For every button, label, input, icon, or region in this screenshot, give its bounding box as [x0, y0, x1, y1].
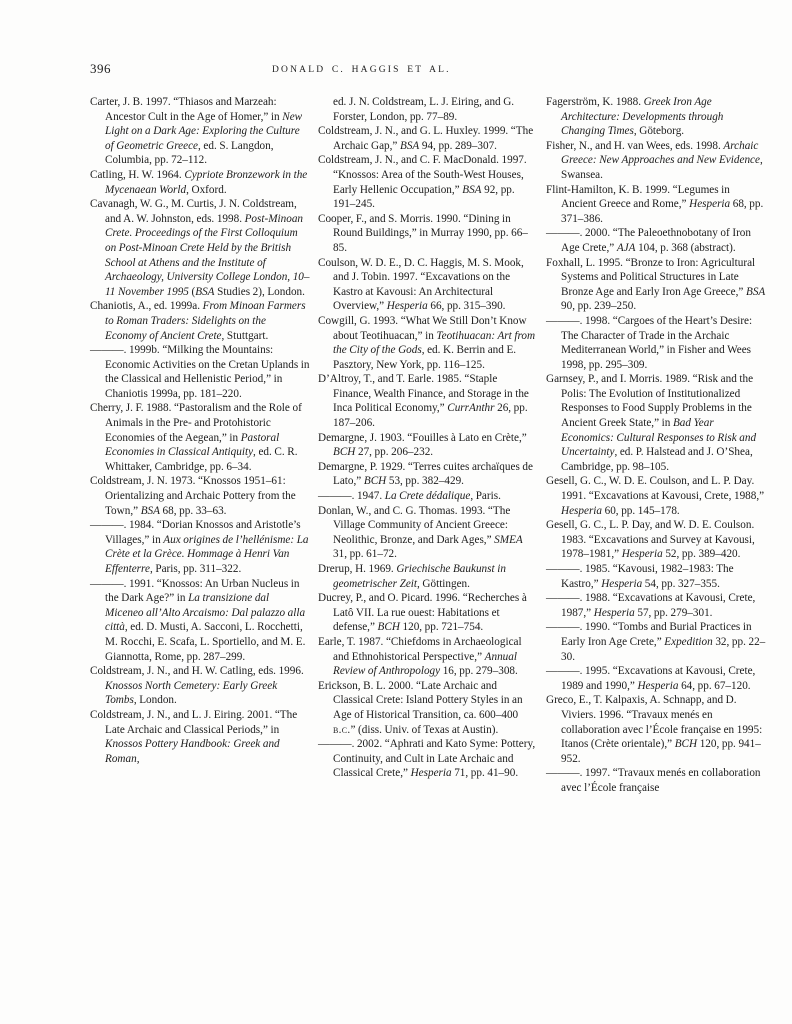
bibliography-entry [90, 197, 310, 299]
entry-title-italic: Teotihuacan: Art from the City of the Gods [333, 329, 536, 357]
entry-title-italic: Knossos North Cemetery: Early Greek Tombs [105, 679, 278, 707]
entry-title-italic: CurrAnthr [447, 402, 495, 415]
entry-text: ———. 1985. “Kavousi, 1982–1983: The Kastro,” [546, 563, 734, 590]
bibliography-entry [318, 431, 538, 460]
bibliography-entry [90, 577, 310, 665]
bib-column [90, 95, 310, 796]
entry-title-italic: BSA [745, 285, 766, 298]
entry-text: , Göttingen. [417, 577, 470, 590]
entry-text: Carter, J. B. 1997. “Thiasos and Marzeah: Ancestor Cult in the Age of Homer,” in [90, 96, 283, 123]
entry-title-italic: Hesperia [601, 577, 643, 590]
page-number: 396 [90, 61, 111, 76]
entry-text: ( [188, 285, 196, 298]
entry-text: , Paris, pp. 311–322. [149, 563, 242, 575]
entry-text: Catling, H. W. 1964. [90, 168, 185, 181]
bibliography-entry [318, 489, 538, 504]
entry-title-italic: BSA [400, 139, 420, 152]
entry-text: Drerup, H. 1969. [318, 563, 397, 575]
entry-text: Earle, T. 1987. “Chiefdoms in Archaeological and Ethnohistorical Perspective,” [318, 635, 522, 663]
entry-text: 53, pp. 382–429. [386, 475, 464, 488]
entry-text: ———. 1990. “Tombs and Burial Practices in Early Iron Age Crete,” [546, 621, 752, 648]
entry-text: , ed. D. Musti, A. Sacconi, L. Rocchetti, M. Rocchi, E. Scafa, L. Sportiello, and M. E. Giannotta, Rome, pp. 287–299. [105, 621, 306, 663]
bibliography-entry [546, 372, 766, 474]
bibliography-entry [318, 737, 538, 781]
bibliography-entry [546, 95, 766, 139]
entry-text: 68, pp. 33–63. [159, 504, 227, 517]
entry-text: ———. 2002. “Aphrati and Kato Syme: Pottery, Continuity, and Cult in Late Archaic and Classical Crete,” [318, 738, 536, 780]
bibliography-entry [546, 693, 766, 766]
entry-text: 120, pp. 721–754. [399, 621, 484, 634]
bibliography-entry [90, 708, 310, 766]
entry-text: Cooper, F., and S. Morris. 1990. “Dining in Round Buildings,” in Murray 1990, pp. 66–85. [318, 212, 528, 254]
entry-text: ———. 1991. “Knossos: An Urban Nucleus in the Dark Age?” in [90, 577, 300, 605]
entry-title-italic: La Crete dédalique [384, 490, 471, 503]
entry-text: , ed. S. Langdon, Columbia, pp. 72–112. [105, 139, 274, 167]
entry-text: 32, pp. 22–30. [561, 635, 766, 663]
entry-title-italic: Pastoral Economies in Classical Antiquity [105, 431, 280, 459]
entry-text: ———. 1997. “Travaux menés en collaboration avec l’École française [546, 767, 761, 794]
entry-title-italic: Aux origines de l’hellénisme: La Crète et la Grèce. Hommage à Henri Van Effenterre [105, 533, 309, 575]
bibliography-entry [318, 95, 538, 124]
entry-text: , London. [133, 694, 177, 707]
bibliography-entry [546, 474, 766, 518]
entry-text: ———. 1999b. “Milking the Mountains: Economic Activities on the Cretan Uplands in the Classical and Hellenistic Period,” in Chaniotis 1999a, pp. 181–220. [90, 344, 310, 400]
bibliography-entry [90, 474, 310, 518]
entry-text: Donlan, W., and C. G. Thomas. 1993. “The Village Community of Ancient Greece: Neolithic, Bronze, and Dark Ages,” [318, 504, 511, 546]
bibliography-entry [90, 299, 310, 343]
bibliography-entry [546, 620, 766, 664]
entry-title-italic: Archaic Greece: New Approaches and New Evidence [561, 139, 760, 167]
entry-title-italic: Expedition [664, 635, 713, 648]
entry-title-italic: Hesperia [689, 198, 731, 211]
entry-text: ed. J. N. Coldstream, L. J. Eiring, and G. Forster, London, pp. 77–89. [333, 96, 515, 123]
entry-text: , ed. P. Halstead and J. O’Shea, Cambridge, pp. 98–105. [561, 446, 753, 473]
entry-title-italic: Bad Year Economics: Cultural Responses to Risk and Uncertainty [561, 417, 757, 459]
entry-text: 68, pp. 371–386. [561, 198, 764, 225]
entry-title-italic: AJA [616, 241, 636, 254]
entry-text: 26, pp. 187–206. [333, 402, 528, 430]
entry-text: Coldstream, J. N., and G. L. Huxley. 1999. “The Archaic Gap,” [318, 125, 534, 152]
entry-text: Cavanagh, W. G., M. Curtis, J. N. Coldstream, and A. W. Johnston, eds. 1998. [90, 198, 297, 225]
entry-text: ———. 1947. [318, 490, 385, 503]
bibliography-entry [318, 212, 538, 256]
entry-text: Gesell, G. C., W. D. E. Coulson, and L. P. Day. 1991. “Excavations at Kavousi, Crete, 1988,” [546, 475, 765, 503]
entry-text: Coldstream, J. N., and H. W. Catling, eds. 1996. [90, 665, 304, 678]
bibliography-entry [318, 460, 538, 489]
entry-text: ———. 1998. “Cargoes of the Heart’s Desire: The Character of Trade in the Archaic Mediterranean World,” in Fisher and Wees 1998, pp. 295–309. [546, 314, 753, 371]
entry-title-italic: Hesperia [637, 679, 679, 692]
entry-text: Coldstream, J. N., and C. F. MacDonald. 1997. “Knossos: Area of the South-West Houses, Early Hellenic Occupation,” [318, 154, 527, 196]
entry-text: Chaniotis, A., ed. 1999a. [90, 300, 203, 313]
entry-text: 92, pp. 191–245. [333, 183, 515, 211]
bibliography-entry [318, 679, 538, 737]
entry-text: ———. 1988. “Excavations at Kavousi, Crete, 1987,” [546, 592, 756, 619]
bibliography-entry [546, 518, 766, 562]
entry-text: ———. 1984. “Dorian Knossos and Aristotle’s Villages,” in [90, 519, 301, 546]
entry-text: 64, pp. 67–120. [678, 679, 751, 692]
bibliography-entry [90, 664, 310, 708]
entry-text: Cherry, J. F. 1988. “Pastoralism and the Role of Animals in the Pre- and Protohistoric Economies of the Aegean,” in [90, 402, 302, 444]
bibliography-entry [546, 766, 766, 795]
bib-column [546, 95, 766, 796]
entry-text: Fisher, N., and H. van Wees, eds. 1998. [546, 139, 724, 152]
entry-text: Foxhall, L. 1995. “Bronze to Iron: Agricultural Systems and Political Structures in Late Bronze Age and Early Iron Age Greece,” [546, 256, 756, 298]
entry-text: Flint-Hamilton, K. B. 1999. “Legumes in Ancient Greece and Rome,” [546, 183, 730, 211]
entry-text: 52, pp. 389–420. [662, 548, 741, 561]
entry-text: , Göteborg. [633, 125, 685, 138]
entry-text: Demargne, J. 1903. “Fouilles à Lato en Crète,” [318, 431, 527, 444]
entry-text: Coldstream, J. N., and L. J. Eiring. 2001. “The Late Archaic and Classical Periods,” in [90, 708, 298, 736]
entry-title-italic: Cypriote Bronzework in the Mycenaean World [105, 168, 308, 196]
entry-title-italic: BCH [674, 738, 698, 751]
entry-text: Erickson, B. L. 2000. “Late Archaic and Classical Crete: Island Pottery Styles in an Age of Historical Transition, ca. 600–400 [318, 679, 523, 721]
entry-title-italic: Hesperia [561, 504, 603, 517]
bibliography-entry [546, 591, 766, 620]
bibliography-entry [318, 635, 538, 679]
entry-title-italic: BCH [363, 475, 387, 488]
entry-text: , Stuttgart. [221, 329, 269, 342]
entry-text: Coldstream, J. N. 1973. “Knossos 1951–61: Orientalizing and Archaic Pottery from the Town,” [90, 475, 296, 517]
bibliography-entry [318, 314, 538, 372]
bibliography-entry [318, 153, 538, 211]
bibliography-entry [318, 562, 538, 591]
entry-text: b.c. [333, 723, 351, 736]
entry-text: , Swansea. [561, 154, 763, 181]
entry-title-italic: BCH [333, 446, 356, 459]
entry-title-italic: BSA [462, 183, 482, 196]
bibliography-entry [318, 372, 538, 430]
bibliography-entry [90, 168, 310, 197]
bibliography-entry [546, 562, 766, 591]
entry-title-italic: SMEA [494, 533, 523, 546]
entry-text: 94, pp. 289–307. [419, 139, 497, 152]
bibliography-entry [546, 664, 766, 693]
bibliography-entry [90, 95, 310, 168]
entry-title-italic: BSA [195, 285, 215, 298]
entry-text: 104, p. 368 (abstract). [635, 241, 736, 254]
running-head: DONALD C. HAGGIS ET AL. [272, 65, 451, 75]
entry-title-italic: Hesperia [386, 300, 428, 313]
entry-title-italic: From Minoan Farmers to Roman Traders: Sidelights on the Economy of Ancient Crete [105, 300, 306, 342]
bibliography-entry [90, 518, 310, 576]
entry-text: Demargne, P. 1929. “Terres cuites archaïques de Lato,” [318, 460, 533, 488]
entry-text: , Paris. [470, 490, 501, 503]
entry-text: Gesell, G. C., L. P. Day, and W. D. E. Coulson. 1983. “Excavations and Survey at Kavousi, 1978–1981,” [546, 519, 755, 561]
entry-title-italic: Post-Minoan Crete. Proceedings of the First Colloquium on Post-Minoan Crete Held by the British School at Athens and the Institute of Archaeology, University College London, 10–11 November 1995 [105, 212, 310, 298]
bibliography-entry [546, 314, 766, 372]
entry-title-italic: BCH [377, 621, 400, 634]
entry-text: 66, pp. 315–390. [427, 300, 506, 313]
bibliography-entry [546, 183, 766, 227]
entry-text: ———. 1995. “Excavations at Kavousi, Crete, 1989 and 1990,” [546, 665, 756, 692]
entry-text: , ed. C. R. Whittaker, Cambridge, pp. 6–34. [105, 446, 298, 473]
entry-text: Coulson, W. D. E., D. C. Haggis, M. S. Mook, and J. Tobin. 1997. “Excavations on the Kastro at Kavousi: An Architectural Overview,” [318, 256, 524, 313]
entry-title-italic: Annual Review of Anthropology [333, 650, 517, 678]
bibliography-entry [318, 591, 538, 635]
entry-title-italic: Greek Iron Age Architecture: Developments through Changing Times [561, 96, 724, 138]
entry-text: Cowgill, G. 1993. “What We Still Don’t Know about Teotihuacan,” in [318, 314, 527, 342]
entry-text: 90, pp. 239–250. [561, 300, 637, 313]
entry-title-italic: Griechische Baukunst in geometrischer Zeit [333, 563, 506, 590]
bibliography-entry [90, 343, 310, 401]
entry-text: Studies 2), London. [214, 285, 305, 298]
entry-title-italic: Hesperia [621, 548, 663, 561]
entry-text: D’Altroy, T., and T. Earle. 1985. “Staple Finance, Wealth Finance, and Storage in the Inca Political Economy,” [318, 373, 529, 415]
entry-text: Ducrey, P., and O. Picard. 1996. “Recherches à Latô VII. La rue ouest: Habitations et defense,” [318, 592, 527, 634]
entry-title-italic: New Light on a Dark Age: Exploring the Culture of Geometric Greece [105, 110, 303, 152]
bibliography-entry [546, 139, 766, 183]
entry-text: 60, pp. 145–178. [602, 504, 680, 517]
bibliography-entry [318, 124, 538, 153]
entry-text: ” (diss. Univ. of Texas at Austin). [350, 723, 499, 736]
entry-text: 57, pp. 279–301. [634, 606, 713, 619]
bibliography [90, 95, 768, 796]
entry-text: ———. 2000. “The Paleoethnobotany of Iron Age Crete,” [546, 227, 751, 254]
entry-text: 31, pp. 61–72. [333, 548, 397, 561]
entry-text: 120, pp. 941–952. [561, 738, 761, 765]
entry-text: Fagerström, K. 1988. [546, 96, 644, 108]
bibliography-entry [546, 226, 766, 255]
entry-title-italic: BSA [140, 504, 160, 517]
bibliography-entry [318, 504, 538, 562]
entry-title-italic: Hesperia [410, 767, 452, 780]
entry-text: 16, pp. 279–308. [440, 665, 518, 678]
entry-text: 54, pp. 327–355. [642, 577, 720, 590]
entry-text: 27, pp. 206–232. [355, 446, 434, 459]
entry-text: Greco, E., T. Kalpaxis, A. Schnapp, and D. Viviers. 1996. “Travaux menés en collaboration avec l’École française en 1995: Itanos (Crète orientale),” [546, 694, 763, 751]
bibliography-entry [90, 401, 310, 474]
entry-text: , ed. K. Berrin and E. Pasztory, New York, pp. 116–125. [333, 344, 517, 371]
entry-title-italic: Hesperia [593, 606, 635, 619]
bibliography-entry [546, 256, 766, 314]
bibliography-entry [318, 256, 538, 314]
entry-text: , Oxford. [186, 183, 227, 196]
entry-text: Garnsey, P., and I. Morris. 1989. “Risk and the Polis: The Evolution of Institutionalized Responses to Food Supply Problems in the Ancient Greek State,” in [546, 373, 754, 430]
entry-text: 71, pp. 41–90. [451, 767, 519, 780]
bib-column [318, 95, 538, 796]
entry-title-italic: La transizione dal Miceneo all’Alto Arcaismo: Dal palazzo alla città [105, 592, 306, 634]
entry-title-italic: Knossos Pottery Handbook: Greek and Roman, [105, 738, 280, 765]
